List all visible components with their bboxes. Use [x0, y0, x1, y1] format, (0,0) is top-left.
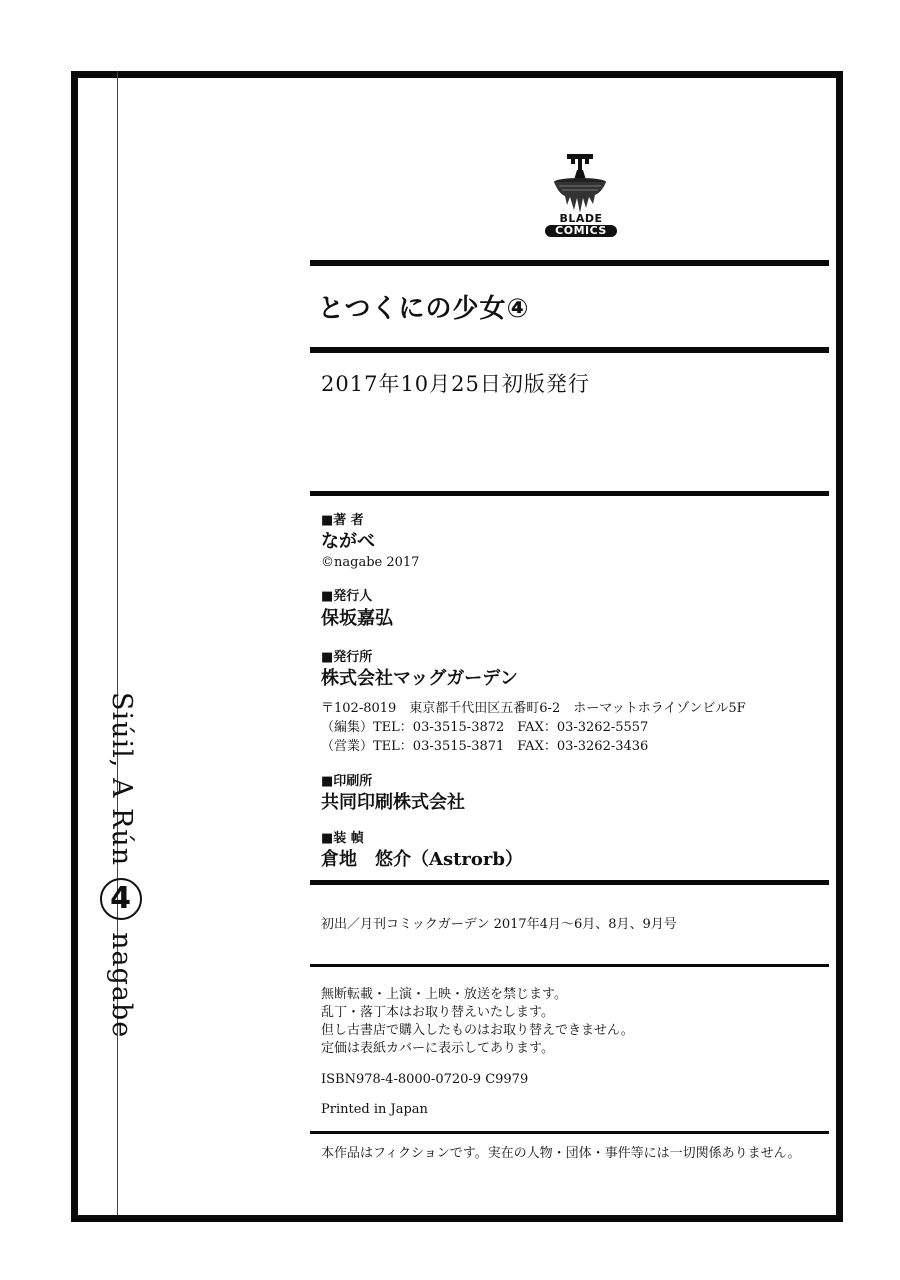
rule-fiction-top	[310, 1131, 829, 1134]
editorial-contact: （編集）TEL：03-3515-3872 FAX：03-3262-5557	[321, 720, 649, 735]
logo-text-blade: BLADE	[559, 212, 603, 225]
designer-name: 倉地 悠介（Astrorb）	[321, 849, 523, 870]
spine	[90, 692, 150, 1039]
publisher-label: ■発行所	[321, 650, 373, 665]
author-name: ながべ	[321, 531, 375, 552]
spine-title: Siúil, A Rún	[106, 692, 137, 867]
rule-credits-bottom	[310, 880, 829, 885]
book-title: とつくにの少女④	[318, 294, 530, 324]
volume-badge	[100, 878, 142, 920]
publisher-name: 株式会社マッグガーデン	[321, 668, 518, 689]
rule-credits-top	[310, 491, 829, 496]
author-label: ■著 者	[321, 513, 364, 528]
printed-in: Printed in Japan	[321, 1102, 428, 1117]
publication-date: 2017年10月25日初版発行	[321, 372, 590, 396]
printer-label: ■印刷所	[321, 774, 373, 789]
volume-number: 4	[110, 881, 132, 917]
first-appearance: 初出／月刊コミックガーデン 2017年4月～6月、8月、9月号	[321, 917, 677, 932]
rule-title-bottom	[310, 347, 829, 353]
notice-4: 定価は表紙カバーに表示してあります。	[321, 1041, 554, 1056]
logo-text-comics: COMICS	[545, 225, 617, 237]
publisher-person: 保坂嘉弘	[321, 608, 393, 629]
logo-emblem-icon	[541, 150, 619, 216]
rule-notices-top	[310, 964, 829, 967]
sales-contact: （営業）TEL：03-3515-3871 FAX：03-3262-3436	[321, 739, 649, 754]
notice-3: 但し古書店で購入したものはお取り替えできません。	[321, 1023, 634, 1038]
copyright: ©nagabe 2017	[321, 555, 420, 570]
design-label: ■装 幀	[321, 831, 364, 846]
spine-divider	[117, 71, 118, 1215]
fiction-notice: 本作品はフィクションです。実在の人物・団体・事件等には一切関係ありません。	[321, 1146, 801, 1161]
publisher-address: 〒102-8019 東京都千代田区五番町6-2 ホーマットホライゾンビル5F	[321, 701, 746, 716]
notice-2: 乱丁・落丁本はお取り替えいたします。	[321, 1005, 554, 1020]
notice-1: 無断転載・上演・上映・放送を禁じます。	[321, 987, 567, 1002]
printer-name: 共同印刷株式会社	[321, 792, 465, 813]
logo-text	[541, 213, 621, 237]
spine-author: nagabe	[106, 932, 137, 1039]
rule-top	[310, 260, 829, 266]
publisher-person-label: ■発行人	[321, 589, 373, 604]
isbn: ISBN978-4-8000-0720-9 C9979	[321, 1072, 529, 1087]
